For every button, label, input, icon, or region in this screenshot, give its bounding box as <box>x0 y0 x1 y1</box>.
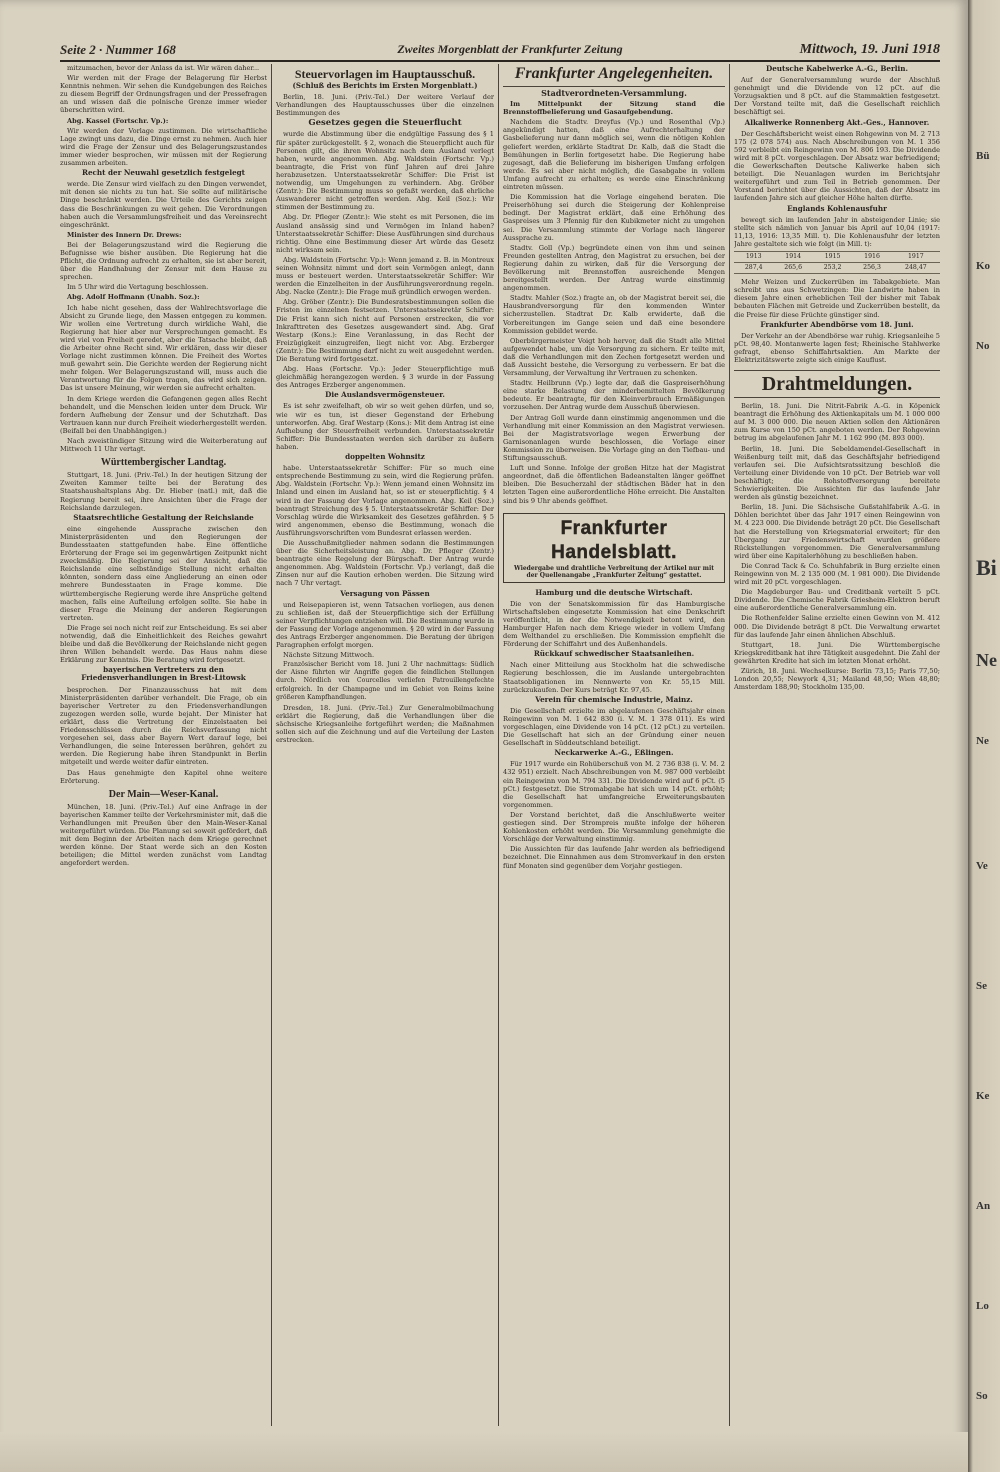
paragraph: Der Antrag Goll wurde dann einstimmig angenommen und die Verhandlung mit einer Kommission an den Magistrat verwiesen. Bei der Magistratsvorlage wegen Erwerbung der Garnisonanlagen wurde beschlossen, die Vorlage einer Kommission zu überweisen. Die Vorlage ging an den Tiefbau- und Stiftungsausschuß. <box>503 413 725 463</box>
section-subhead: Hamburg und die deutsche Wirtschaft. <box>535 587 693 597</box>
paragraph: Dresden, 18. Juni. (Priv.-Tel.) Zur Generalmobilmachung erklärt die Regierung, daß die Verhandlungen über die sächsische Kriegsanleihe fortgeführt werden; die Maßnahmen sollen sich auf die Zeichnung und auf die Verteilung der Lasten erstrecken. <box>276 703 494 745</box>
section-title-drahtmeldungen: Drahtmeldungen. <box>734 370 940 398</box>
column-rule <box>271 64 272 1426</box>
table-cell: 248,47 <box>892 263 940 274</box>
paragraph: In dem Kriege werden die Gefangenen gegen alles Recht behandelt, und die Menschen leiden unter dem Druck. Wir fordern Aufhebung der Zensur und der Schutzhaft. Das Vertrauen kann nur durch Freiheit wiederhergestellt werden. (Beifall bei den Unabhängigen.) <box>60 394 267 435</box>
speaker: Minister des Innern Dr. Drews: <box>67 230 182 239</box>
paragraph: eine eingehende Aussprache zwischen den Ministerpräsidenten und den Regierungen der Bundesstaaten stattgefunden habe. Eine öffentliche Erörterung der Frage sei im gegenwärtigen Zeitpunkt nicht zweckmäßig. Die Regierung sei der Ansicht, daß die Reichslande eine selbständige Stellung nicht erhalten könnten, sondern dass eine Angliederung an einen oder mehrere Bundesstaaten in Frage komme. Die württembergische Regierung werde ihre Ansprüche geltend machen, falls eine Aufteilung erfolgen sollte. Sie habe in dieser Frage die Meinung der anderen Regierungen vertreten. <box>60 524 267 622</box>
edge-fragment: An <box>976 1200 991 1212</box>
paragraph: Nächste Sitzung Mittwoch. <box>283 651 375 660</box>
paragraph: Stadtv. Heilbrunn (Vp.) legte dar, daß die Gaspreiserhöhung eine starke Belastung der minderbemittelten Bevölkerung bedeute. Er beantragte, für den Kleinverbrauch Ermäßigungen vorzusehen. Der Antrag wurde dem Ausschuß überwiesen. <box>503 379 725 412</box>
edge-fragment: Lo <box>976 1300 989 1312</box>
table-cell: 256,3 <box>852 263 891 274</box>
issue-date: Mittwoch, 19. Juni 1918 <box>799 42 940 57</box>
paragraph: Die von der Senatskommission für das Hamburgische Wirtschaftsleben eingesetzte Kommission hat eine Denkschrift veröffentlicht, in der die Notwendigkeit betont wird, den Hamburger Hafen nach dem Kriege wieder in vollem Umfang dem Welthandel zu erschließen. Die Kommission empfiehlt die Förderung der Schiffahrt und des Außenhandels. <box>503 599 725 649</box>
paragraph: Die Conrad Tack & Co. Schuhfabrik in Burg erzielte einen Reingewinn von M. 2 135 000 (M. 1 981 000). Die Dividende wird mit 20 pCt. vorgeschlagen. <box>734 561 940 587</box>
paragraph: Die Ausschußmitglieder nahmen sodann die Bestimmungen über die Sicherheitsleistung an. Abg. Dr. Pfleger (Zentr.) beantragte eine Regelung der Bürgschaft. Der Antrag wurde angenommen. Abg. Waldstein (Fortschr. Vp.) verlangt, daß die Zinsen nur auf die Kaution erhoben werden. Die Sitzung wird nach 7 Uhr vertagt. <box>276 538 494 588</box>
paragraph: Wir werden der Vorlage zustimmen. Die wirtschaftliche Lage zwingt uns dazu, die Dinge ernst zu nehmen. Auch hier wird die Frage der Zensur und des Belagerungszustandes immer wieder besprochen, wir müssen mit der Regierung zusammen arbeiten. <box>60 126 267 168</box>
paragraph: Nachdem die Stadtv. Dreyfus (Vp.) und Rosenthal (Vp.) angekündigt hatten, daß eine Aufrechterhaltung der Gasbelieferung nur dann möglich sei, wenn die nötigen Kohlen geliefert werden, erklärte Stadtrat Dr. Kalb, daß die Stadt die Bemühungen in Berlin fortgesetzt habe. Die Regierung habe zugesagt, daß die Belieferung im bisherigen Umfang erfolgen werde. Es sei aber nicht möglich, die Gasabgabe in vollem Umfang aufrecht zu erhalten; es werde eine Einschränkung eintreten müssen. <box>503 118 725 192</box>
edge-fragment: So <box>976 1390 988 1402</box>
edge-fragment: Bi <box>976 555 997 580</box>
table-cell: 253,2 <box>813 263 852 274</box>
coal-export-table <box>734 251 940 274</box>
paragraph: Berlin, 18. Juni. Die Sächsische Gußstahlfabrik A.-G. in Döhlen berichtet über das Jahr 1917 einen Reingewinn von M. 4 223 000. Die Dividende beträgt 20 pCt. Die Gesellschaft hat die Herstellung von Kriegsmaterial erweitert; für den Übergang zur Friedenswirtschaft wurden größere Rückstellungen vorgenommen. Die Generalversammlung wird über eine Kapitalerhöhung zu beschließen haben. <box>734 503 940 560</box>
paragraph: Zürich, 18. Juni. Wechselkurse: Berlin 73,15; Paris 77,50; London 20,55; Newyork 4,31; Mailand 48,50; Wien 48,80; Amsterdam 188,90; Stockholm 135,00. <box>734 667 940 692</box>
masthead: Zweites Morgenblatt der Frankfurter Zeitung <box>397 42 623 56</box>
section-subhead: Alkaliwerke Ronnenberg Akt.-Ges., Hannover. <box>744 117 930 127</box>
section-heading: Württembergischer Landtag. <box>100 457 227 469</box>
paragraph: wurde die Abstimmung über die endgültige Fassung des § 1 für später zurückgestellt. § 2, wonach die Steuerpflicht auch für Personen gilt, die ihren Wohnsitz nach dem Ausland verlegt haben, wurde angenommen. Abg. Waldstein (Fortschr. Vp.) beantragte, die Frist von fünf Jahren auf drei Jahre herabzusetzen. Unterstaatssekretär Schiffer: Die Frist ist notwendig, um Umgehungen zu verhindern. Abg. Gröber (Zentr.): Die Bestimmung muss so gefaßt werden, daß ehrliche Auswanderer nicht getroffen werden. Abg. Keil (Soz.): Wir stimmen der Bestimmung zu. <box>276 130 494 212</box>
speaker: Abg. Adolf Hoffmann (Unabh. Soz.): <box>67 293 200 302</box>
paragraph: Die Frage sei noch nicht reif zur Entscheidung. Es sei aber notwendig, daß die Einheitlichkeit des Reiches gewahrt bleibe und daß die Bevölkerung der Reichslande nicht gegen ihren Willen behandelt werde. Das Haus nahm diese Erklärung zur Kenntnis. Die Beratung wird fortgesetzt. <box>60 623 267 665</box>
section-subhead: doppelten Wohnsitz <box>345 452 425 462</box>
table-cell: 287,4 <box>734 263 773 274</box>
paragraph: Es ist sehr zweifelhaft, ob wir so weit gehen dürfen, und so, wie wir es tun, ist dieser Gegenstand der Erhebung unterworfen. Abg. Graf Westarp (Kons.): Mit dem Antrag ist eine Aufhebung der Steuerfreiheit verbunden. Unterstaatssekretär Schiffer: Die Bundesstaaten werden sich darüber zu äußern haben. <box>276 402 494 451</box>
paragraph: und Reisepapieren ist, wenn Tatsachen vorliegen, aus denen zu schließen ist, daß der Steuerpflichtige sich der Erfüllung seiner Verpflichtungen entziehen will. Die Bestimmung wurde in der Fassung der Vorlage angenommen. § 20 wird in der Fassung des Antrags Erzberger angenommen. Die Beratung der übrigen Paragraphen erfolgt morgen. <box>276 600 494 650</box>
edge-fragment: Ne <box>976 650 997 670</box>
edge-fragment: Ko <box>976 260 991 272</box>
page-number: Seite 2 · Nummer 168 <box>60 42 176 57</box>
section-subhead: Deutsche Kabelwerke A.-G., Berlin. <box>766 64 908 73</box>
speaker: Abg. Kassel (Fortschr. Vp.): <box>67 116 169 125</box>
section-subhead: Gesetzes gegen die Steuerflucht <box>308 118 462 129</box>
paragraph: Die Rothenfelder Saline erzielte einen Gewinn von M. 412 000. Die Dividende beträgt 8 pCt. Die Verwaltung erwartet für das laufende Jahr einen ähnlichen Abschluß. <box>734 614 940 639</box>
paragraph: Das Haus genehmigte den Kapitel ohne weitere Erörterung. <box>60 768 267 785</box>
section-subhead: Staatsrechtliche Gestaltung der Reichslande <box>73 512 254 522</box>
paragraph: Oberbürgermeister Voigt hob hervor, daß die Stadt alle Mittel aufgewendet habe, um die Versorgung zu sichern. Er teilte mit, daß die Verhandlungen mit den Zechen fortgesetzt werden und daß Aussicht bestehe, die Versorgung zu verbessern. Er bat die Versammlung, der Verwaltung ihr Vertrauen zu schenken. <box>503 336 725 378</box>
table-row <box>734 263 940 274</box>
handelsblatt-title: Frankfurter Handelsblatt. <box>551 517 677 563</box>
paragraph: Der Verkehr an der Abendbörse war ruhig. Kriegsanleihe 5 pCt. 98,40. Montanwerte lagen fest; Rheinische Stahlwerke gefragt, ebenso Schiffahrtsaktien. Am Markte der Elektrizitätswerte zeigte sich einige Kauflust. <box>734 331 940 364</box>
paragraph: Abg. Waldstein (Fortschr. Vp.): Wenn jemand z. B. in Montreux seinen Wohnsitz nimmt und dort sein Vermögen anlegt, dann muss er besteuert werden. Unterstaatssekretär Schiffer: Wir werden die Einzelheiten in der Ausführungsverordnung regeln. Abg. Nacke (Zentr.): Die Frage muß gründlich erwogen werden. <box>276 255 494 297</box>
table-cell: 1915 <box>813 251 852 262</box>
paragraph: München, 18. Juni. (Priv.-Tel.) Auf eine Anfrage in der bayerischen Kammer teilte der Verkehrsminister mit, daß die Verhandlungen mit Preußen über den Main-Weser-Kanal weitergeführt würden. Die Planung sei soweit gefördert, daß mit dem Beginn der Arbeiten nach dem Kriege gerechnet werden könne. Der Staat werde sich an den Kosten beteiligen; die Mittel werden zunächst vom Landtag angefordert werden. <box>60 802 267 868</box>
article-subhead: Stadtverordneten-Versammlung. <box>541 88 687 98</box>
paragraph: Auf der Generalversammlung wurde der Abschluß genehmigt und die Dividende von 12 pCt. auf die Vorzugsaktien und 8 pCt. auf die Stammaktien festgesetzt. Der Vorstand teilte mit, daß die Gesellschaft reichlich beschäftigt sei. <box>734 76 940 117</box>
paragraph: Die Kommission hat die Vorlage eingehend beraten. Die Preiserhöhung sei durch die Steigerung der Kohlenpreise bedingt. Der Magistrat erklärt, daß eine Erhöhung des Gaspreises um 3 Pfennig für den Kubikmeter nicht zu umgehen sei. Die Versammlung stimmte der Vorlage nach längerer Aussprache zu. <box>503 193 725 242</box>
paragraph: Stadtv. Goll (Vp.) begründete einen von ihm und seinen Freunden gestellten Antrag, den Magistrat zu ersuchen, bei der Regierung dahin zu wirken, daß für die Versorgung der Bevölkerung mit Brennstoffen ausreichende Mengen bereitgestellt werden. Der Antrag wurde einstimmig angenommen. <box>503 243 725 293</box>
section-title-frankfurt: Frankfurter Angelegenheiten. <box>503 64 725 87</box>
paragraph: Nach zweistündiger Sitzung wird die Weiterberatung auf Mittwoch 11 Uhr vertagt. <box>60 437 267 454</box>
paragraph: Abg. Haas (Fortschr. Vp.): Jeder Steuerpflichtige muß gleichmäßig herangezogen werden. § 3 wurde in der Fassung des Antrages Erzberger angenommen. <box>276 365 494 390</box>
table-cell: 1914 <box>773 251 812 262</box>
paragraph: Abg. Gröber (Zentr.): Die Bundesratsbestimmungen sollen die Fristen im einzelnen festsetzen. Unterstaatssekretär Schiffer: Die Frist kann sich nicht auf Personen erstrecken, die vor Inkrafttreten des Gesetzes ausgewandert sind. Abg. Graf Westarp (Kons.): Eine Veranlassung, in das Recht der Freizügigkeit einzugreifen, liegt nicht vor. Abg. Erzberger (Zentr.): Die Bestimmung darf nicht zu weit ausgedehnt werden. Die Beratung wird fortgesetzt. <box>276 298 494 363</box>
paragraph: Der Geschäftsbericht weist einen Rohgewinn von M. 2 713 175 (2 078 574) aus. Nach Abschreibungen von M. 1 356 592 verbleibt ein Reingewinn von M. 806 193. Die Dividende wird mit 8 pCt. vorgeschlagen. Der Absatz war befriedigend; die Gewerkschaften Deutsche Kaliwerke haben sich beteiligt. Die Neuanlagen wurden im Berichtsjahr weitergeführt und zum Teil in Betrieb genommen. Der Vorstand berichtet über die Aussichten, daß der Absatz im laufenden Jahre sich auf gleicher Höhe halten dürfte. <box>734 129 940 203</box>
page-header <box>60 42 940 62</box>
adjacent-page-edge <box>968 0 1000 1472</box>
paragraph: Französischer Bericht vom 18. Juni 2 Uhr nachmittags: Südlich der Aisne führten wir Angriffe gegen die feindlichen Stellungen durch. Nördlich von Courcelles verliefen Patrouillengefechte erfolgreich. In der Champagne und im Gebiet von Reims keine größeren Kampfhandlungen. <box>276 661 494 701</box>
paragraph: Im 5 Uhr wird die Vertagung beschlossen. <box>67 283 209 292</box>
section-heading: Der Main—Weser-Kanal. <box>108 788 219 800</box>
column-3 <box>503 64 725 1426</box>
paragraph: Die Gesellschaft erzielte im abgelaufenen Geschäftsjahr einen Reingewinn von M. 1 642 830 (i. V. M. 1 378 011). Es wird vorgeschlagen, eine Dividende von 14 pCt. (12 pCt.) zu verteilen. Die Gesellschaft hat sich an der Gründung einer neuen Gesellschaft in Süddeutschland beteiligt. <box>503 706 725 748</box>
edge-fragment: Ne <box>976 735 989 747</box>
paragraph: mitzumachen, bevor der Anlass da ist. Wir wären daher... <box>67 64 260 72</box>
edge-fragment: Ve <box>976 860 988 872</box>
column-1 <box>60 64 267 1426</box>
table-cell: 1913 <box>734 251 773 262</box>
paragraph: bewegt sich im laufenden Jahr in absteigender Linie; sie stellte sich nämlich von Januar bis April auf 10,04 (1917: 11,13, 1916: 13,35 Mill. t). Die Kohlenausfuhr der letzten Jahre gestaltete sich wie folgt (in Mill. t): <box>734 215 940 248</box>
paragraph: Berlin, 18. Juni. Die Sebeldamendel-Gesellschaft in Weißenburg teilt mit, daß das Geschäftsjahr befriedigend verlaufen sei. Die Aufsichtsratssitzung beschloß die Verteilung einer Dividende von 10 pCt. Der Betrieb war voll beschäftigt; die Rohstoffversorgung bereitete Schwierigkeiten. Die Aussichten für das laufende Jahr werden als günstig bezeichnet. <box>734 444 940 502</box>
handelsblatt-banner <box>503 513 725 583</box>
edge-fragment: Bü <box>976 150 990 162</box>
paragraph: Berlin, 18. Juni. Die Nitrit-Fabrik A.-G. in Köpenick beantragt die Erhöhung des Aktienkapitals um M. 1 000 000 auf M. 3 000 000. Die neuen Aktien sollen den Aktionären zum Kurse von 150 pCt. angeboten werden. Der Rohgewinn betrug im abgelaufenen Jahr M. 1 162 990 (M. 893 000). <box>734 402 940 443</box>
section-subhead: Die Auslandsvermögensteuer. <box>325 390 445 400</box>
paragraph: Die Aussichten für das laufende Jahr werden als befriedigend bezeichnet. Die Einnahmen aus dem Stromverkauf in den ersten fünf Monaten sind gegenüber dem Vorjahr gestiegen. <box>503 845 725 870</box>
article-subhead: (Schluß des Berichts im Ersten Morgenblatt.) <box>292 81 478 90</box>
section-subhead: Englands Kohlenausfuhr <box>787 203 887 213</box>
paragraph: Abg. Dr. Pfleger (Zentr.): Wie steht es mit Personen, die im Ausland ansässig sind und Vermögen im Inland haben? Unterstaatssekretär Schiffer: Diese Ausführungen sind durchaus richtig. Ohne eine Bestimmung dieser Art würde das Gesetz nicht wirksam sein. <box>276 213 494 254</box>
column-rule <box>729 64 730 1426</box>
article-heading: Steuervorlagen im Hauptausschuß. <box>294 67 476 81</box>
paragraph: Bei der Belagerungszustand wird die Regierung die Befugnisse wie bisher ausüben. Die Regierung hat die Pflicht, die Ordnung aufrecht zu erhalten, sie ist aber bereit, über die Handhabung der Zensur mit dem Hause zu sprechen. <box>60 240 267 282</box>
section-subhead: Frankfurter Abendbörse vom 18. Juni. <box>760 319 914 329</box>
paragraph: besprochen. Der Finanzausschuss hat mit dem Ministerpräsidenten darüber verhandelt. Die Frage, ob ein bayerischer Vertreter zu den Friedensverhandlungen zugezogen werden solle, wurde bejaht. Der Minister hat erklärt, dass die Vertretung der Einzelstaaten bei Friedensschlüssen durch die Reichsverfassung nicht vorgesehen sei, dass aber Bayern Wert darauf lege, bei Verhandlungen, die seine Interessen berühren, gehört zu werden. Die Regierung habe ihren Standpunkt in Berlin mitgeteilt und werde weiter dafür eintreten. <box>60 685 267 767</box>
paragraph: Wir werden mit der Frage der Belagerung für Herbst Kenntnis nehmen. Wir sehen die Kundgebungen des Reiches zu diesem Begriff der Ordnungsfragen und der Pressefragen an und wissen daß die polnische Grenze immer wieder überschritten wird. <box>60 74 267 115</box>
column-rule <box>498 64 499 1426</box>
handelsblatt-note: Wiedergabe und drahtliche Verbreitung der Artikel nur mit der Quellenangabe „Frankfurter Zeitung“ gestattet. <box>513 564 715 579</box>
table-row <box>734 251 940 262</box>
table-cell: 1916 <box>852 251 891 262</box>
paragraph: Nach einer Mitteilung aus Stockholm hat die schwedische Regierung beschlossen, die im Auslande untergebrachten Staatsobligationen im Nennwerte von Kr. 55,15 Mill. zurückzukaufen. Der Kurs beträgt Kr. 97,45. <box>503 661 725 694</box>
edge-fragment: No <box>976 340 990 352</box>
page-bottom-margin <box>0 1432 968 1472</box>
paragraph: Der Vorstand berichtet, daß die Anschlußwerte weiter gestiegen sind. Der Strompreis mußte infolge der höheren Kohlenkosten erhöht werden. Die Versammlung genehmigte die Vorschläge der Verwaltung einstimmig. <box>503 810 725 844</box>
paragraph: werde. Die Zensur wird vielfach zu den Dingen verwendet, mit denen sie nichts zu tun hat. Sie sollte auf militärische Dinge beschränkt werden. Die Urteile des Gerichts zeigen dass die Beschränkungen zu weit gehen. Die Verordnungen haben auch die Versammlungsfreiheit und das Vereinsrecht eingeschränkt. <box>60 180 267 229</box>
paragraph: Stadtv. Mahler (Soz.) fragte an, ob der Magistrat bereit sei, die Hausbrandversorgung für den kommenden Winter sicherzustellen. Stadtrat Dr. Kalb erwiderte, daß die Vorbereitungen im Gange seien und daß eine besondere Kommission gebildet werde. <box>503 294 725 335</box>
section-subhead: Verein für chemische Industrie, Mainz. <box>535 694 693 704</box>
section-subhead: Recht der Neuwahl gesetzlich festgelegt <box>82 168 245 178</box>
column-2 <box>276 64 494 1426</box>
section-subhead: Versagung von Pässen <box>340 588 430 598</box>
section-subhead: bayerischen Vertreters zu den Friedensverhandlungen in Brest-Litowsk <box>81 665 246 683</box>
table-cell: 265,6 <box>773 263 812 274</box>
paragraph: Im Mittelpunkt der Sitzung stand die Brennstoffbelieferung und Gasaufgebendung. <box>503 100 725 117</box>
section-subhead: Rückkauf schwedischer Staatsanleihen. <box>533 649 695 659</box>
edge-fragment: Ke <box>976 1090 990 1102</box>
paragraph: Luft und Sonne. Infolge der großen Hitze hat der Magistrat angeordnet, daß die öffentlichen Badeanstalten länger geöffnet bleiben. Die Besucherzahl der städtischen Bäder hat in den letzten Tagen eine außerordentliche Höhe erreicht. Die Anstalten sind bis 9 Uhr abends geöffnet. <box>503 464 725 505</box>
paragraph: habe. Unterstaatssekretär Schiffer: Für so much eine entsprechende Bestimmung zu sein, wird die Regierung prüfen. Abg. Waldstein (Fortschr. Vp.): Wenn jemand einen Wohnsitz im Inland und einen im Ausland hat, so ist er steuerpflichtig. § 4 wird in der Fassung der Vorlage angenommen. Abg. Keil (Soz.) beantragt Streichung des § 5. Unterstaatssekretär Schiffer: Der Vorschlag würde die Wirksamkeit des Gesetzes gefährden. § 5 wird angenommen, ebenso die Bestimmung, wonach die Ausführungsvorschriften vom Bundesrat erlassen werden. <box>276 464 494 537</box>
paragraph: Ich habe nicht gesehen, dass der Wahlrechtsvorlage die Absicht zu Grunde liege, den Massen entgegen zu kommen. Wir wollen eine Vertretung durch wirkliche Wahl, die Regierung hat hier aber nur Versprechungen gemacht. Es wird viel von Freiheit geredet, aber die Tatsache bleibt, daß die Arbeiter ohne Recht sind. Wir erklären, dass wir dieser Vorlage nicht zustimmen können. Die Freiheit des Wortes muß gewahrt sein. Die Gerichte werden der Regierung nicht mehr folgen. Wer Belagerungszustand will, muss auch die Verantwortung für die Folgen tragen, das wird sich zeigen. Das ist unsere Meinung, wir werden sie aufrecht erhalten. <box>60 303 267 393</box>
table-cell: 1917 <box>892 251 940 262</box>
paragraph: Berlin, 18. Juni. (Priv.-Tel.) Der weitere Verlauf der Verhandlungen des Hauptausschusses über die einzelnen Bestimmungen des <box>276 93 494 118</box>
paragraph: Die Magdeburger Bau- und Creditbank verteilt 5 pCt. Dividende. Die Chemische Fabrik Griesheim-Elektron beruft eine außerordentliche Generalversammlung ein. <box>734 588 940 613</box>
paragraph: Stuttgart, 18. Juni. Die Württembergische Kriegskreditbank hat ihre Tätigkeit ausgedehnt. Die Zahl der gewährten Kredite hat sich im letzten Monat erhöht. <box>734 640 940 665</box>
edge-fragment: Se <box>976 980 987 992</box>
section-subhead: Neckarwerke A.-G., Eßlingen. <box>554 748 674 758</box>
paragraph: Für 1917 wurde ein Rohüberschuß von M. 2 736 838 (i. V. M. 2 432 951) erzielt. Nach Abschreibungen von M. 987 000 verbleibt ein Reingewinn von M. 794 331. Die Dividende wird auf 6 pCt. (5 pCt.) festgesetzt. Die Stromabgabe hat sich um 14 pCt. erhöht; die Gesellschaft hat umfangreiche Erweiterungsbauten vorgenommen. <box>503 760 725 809</box>
column-4 <box>734 64 940 1426</box>
paragraph: Mehr Weizen und Zuckerrüben im Tabakgebiete. Man schreibt uns aus Schwetzingen: Die Landwirte haben in diesem Jahre einen erheblichen Teil der bisher mit Tabak bebauten Flächen mit Getreide und Zuckerrüben bestellt, da die Preise für diese Früchte günstiger sind. <box>734 278 940 319</box>
paragraph: Stuttgart, 18. Juni. (Priv.-Tel.) In der heutigen Sitzung der Zweiten Kammer teilte bei der Beratung des Staatshaushaltsplans Abg. Dr. Hieber (natl.) mit, daß die Regierung bereit sei, ihre Ansichten über die Frage der Reichslande darzulegen. <box>60 471 267 512</box>
